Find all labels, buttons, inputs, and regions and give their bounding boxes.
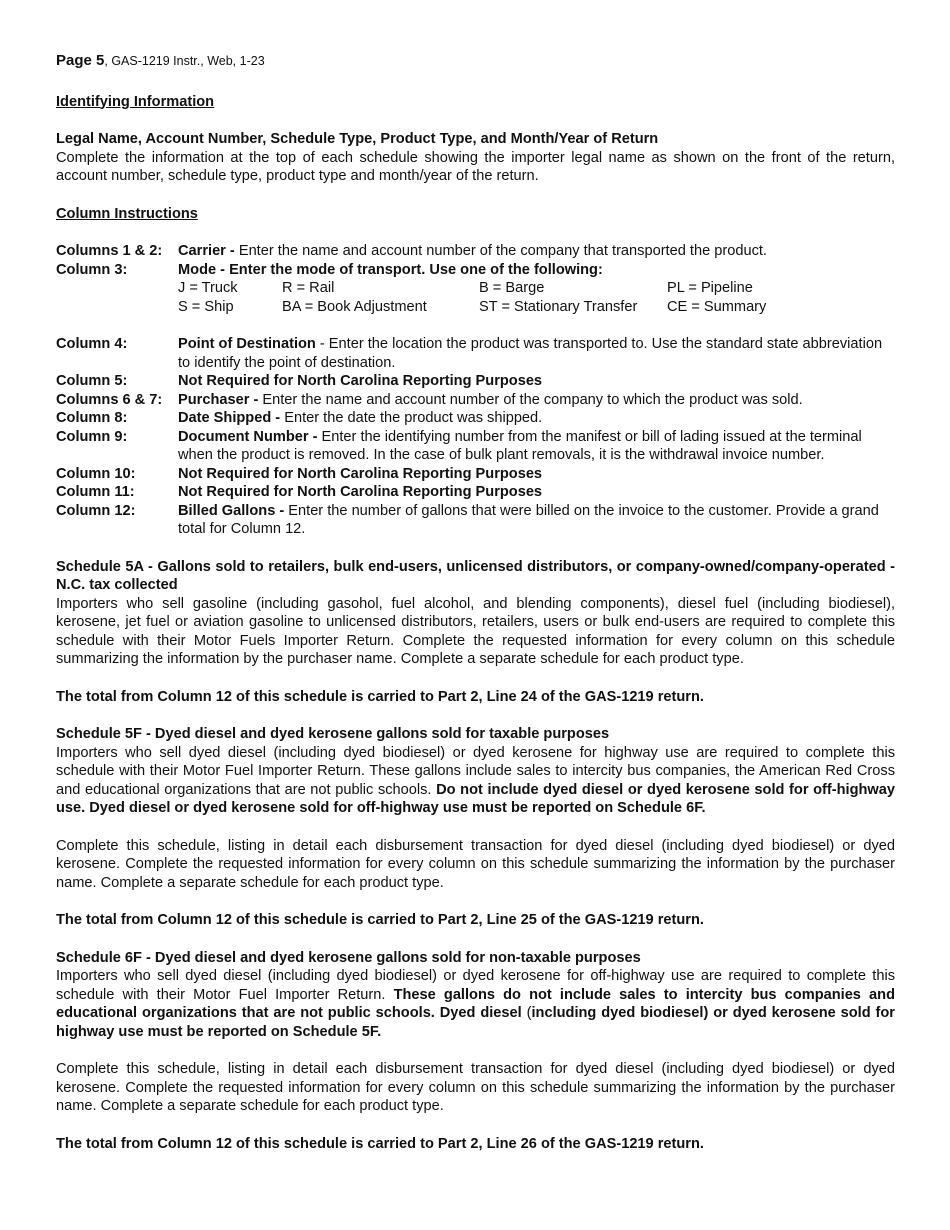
column-row-12 (56, 502, 895, 539)
mode-code: R = Rail (282, 280, 335, 296)
column-text: Enter the identifying number from the manifest or bill of lading issued at the terminal when the product is removed. In the case of bulk plant removals, it is the withdrawal invoice number. (178, 428, 862, 463)
column-label: Column 12: (56, 502, 136, 519)
column-text: Enter the number of gallons that were billed on the invoice to the customer. Provide a grand total for Column 12. (178, 502, 879, 537)
paragraph-emphasis: These gallons do not include sales to intercity bus companies and educational organizations that are not public schools. Dyed diesel (56, 986, 896, 1021)
column-row-10 (56, 465, 895, 484)
column-description (178, 261, 895, 317)
column-description: Not Required for North Carolina Reporting Purposes (178, 465, 543, 482)
column-row-9 (56, 428, 895, 465)
page-number: Page 5 (56, 52, 105, 69)
mode-code: BA = Book Adjustment (282, 298, 427, 315)
schedule-5f-text (56, 744, 895, 818)
schedule-5a-text: Importers who sell gasoline (including gasohol, fuel alcohol, and blending components), diesel fuel (including biodiesel), kerosene, jet fuel or aviation gasoline to unlicensed distributors, retailers, users or bulk end-users are required to complete this schedule with their Motor Fuels Importer Return. Complete the requested information for every column on this schedule summarizing the information by the purchaser name. Complete a separate schedule for each product type. (56, 595, 895, 667)
paragraph-text: Importers who sell dyed diesel (including dyed biodiesel) or dyed kerosene for off-highway use are required to complete this schedule with their Motor Fuel Importer Return. (56, 968, 895, 1003)
column-description (178, 502, 895, 539)
schedule-5a-total: The total from Column 12 of this schedule is carried to Part 2, Line 24 of the GAS-1219 return. (56, 688, 704, 705)
column-label: Column 10: (56, 465, 136, 482)
document-page (56, 52, 895, 1172)
schedule-5f-total: The total from Column 12 of this schedule is carried to Part 2, Line 25 of the GAS-1219 return. (56, 912, 704, 928)
paragraph-emphasis: including dyed biodiesel) or dyed kerosene sold for highway use must be reported on Schedule 5F. (56, 1005, 895, 1040)
column-text: - Enter the location the product was transported to. Use the standard state abbreviation to identify the point of destination. (178, 336, 883, 371)
column-term: Point of Destination (178, 336, 316, 352)
column-label: Column 5: (56, 373, 128, 389)
column-description (178, 428, 895, 465)
column-text: Enter the date the product was shipped. (280, 410, 543, 426)
column-row-4 (56, 335, 895, 372)
column-description (178, 409, 895, 428)
identifying-subheading: Legal Name, Account Number, Schedule Type, Product Type, and Month/Year of Return (56, 131, 659, 147)
column-description (178, 242, 895, 261)
paragraph-text: ( (521, 1005, 532, 1021)
mode-code: B = Barge (479, 280, 545, 296)
schedule-5f-block (56, 725, 895, 818)
identifying-information-heading: Identifying Information (56, 93, 215, 110)
mode-code: CE = Summary (667, 298, 767, 315)
column-instructions-heading: Column Instructions (56, 205, 198, 222)
column-row-5 (56, 372, 895, 391)
schedule-6f-block (56, 949, 895, 1042)
paragraph-text: Importers who sell dyed diesel (including dyed biodiesel) or dyed kerosene for highway use are required to complete this schedule with their Motor Fuel Importer Return. These gallons include sales to intercity bus companies, the American Red Cross and educational organizations that are not public schools. (56, 744, 895, 798)
column-text: Enter the name and account number of the company to which the product was sold. (258, 391, 803, 408)
column-term: Document Number - (178, 428, 318, 445)
schedule-6f-title: Schedule 6F - Dyed diesel and dyed kerosene gallons sold for non-taxable purposes (56, 949, 641, 966)
column-term: Carrier - (178, 243, 235, 259)
column-row-3 (56, 261, 895, 317)
identifying-text: Complete the information at the top of each schedule showing the importer legal name as shown on the front of the return, account number, schedule type, product type and month/year of the return. (56, 149, 895, 184)
column-term: Purchaser - (178, 391, 259, 408)
column-term: Mode - Enter the mode of transport. Use one of the following: (178, 261, 603, 278)
mode-code: J = Truck (178, 280, 238, 296)
page-header (56, 52, 895, 71)
schedule-6f-total: The total from Column 12 of this schedule is carried to Part 2, Line 26 of the GAS-1219 return. (56, 1135, 704, 1152)
column-term: Date Shipped - (178, 410, 281, 426)
form-reference: , GAS-1219 Instr., Web, 1-23 (104, 54, 265, 68)
mode-code: S = Ship (178, 298, 234, 315)
column-label: Column 8: (56, 410, 128, 426)
column-description: Not Required for North Carolina Reporting Purposes (178, 373, 543, 389)
schedule-5a-title: Schedule 5A - Gallons sold to retailers, bulk end-users, unlicensed distributors, or company-owned/company-operated - N.C. tax collected (56, 558, 895, 593)
column-description (178, 391, 895, 410)
column-row-6-7 (56, 391, 895, 410)
schedule-5a-block (56, 558, 895, 669)
column-label: Columns 1 & 2: (56, 243, 163, 259)
column-label: Columns 6 & 7: (56, 391, 163, 408)
column-description (178, 335, 895, 372)
schedule-6f-text (56, 967, 895, 1041)
column-row-1-2 (56, 242, 895, 261)
schedule-5f-text-2: Complete this schedule, listing in detail each disbursement transaction for dyed diesel (including dyed biodiesel) or dyed kerosene. Complete the requested information for every column on this schedule summarizing the information by the purchaser name. Complete a separate schedule for each product type. (56, 837, 895, 891)
column-label: Column 4: (56, 336, 128, 352)
column-row-11 (56, 483, 895, 502)
mode-code: PL = Pipeline (667, 280, 753, 296)
column-term: Billed Gallons - (178, 502, 285, 519)
mode-code: ST = Stationary Transfer (479, 298, 638, 315)
transport-mode-grid (178, 279, 895, 316)
identifying-block (56, 130, 895, 186)
column-label: Column 9: (56, 428, 128, 445)
column-label: Column 11: (56, 484, 135, 500)
column-instructions (56, 242, 895, 539)
column-description: Not Required for North Carolina Reporting Purposes (178, 484, 543, 500)
column-label: Column 3: (56, 261, 128, 278)
schedule-6f-text-2: Complete this schedule, listing in detail each disbursement transaction for dyed diesel (including dyed biodiesel) or dyed kerosene. Complete the requested information for every column on this schedule summarizing the information by the purchaser name. Complete a separate schedule for each product type. (56, 1061, 895, 1114)
column-text: Enter the name and account number of the company that transported the product. (234, 243, 767, 259)
schedule-5f-title: Schedule 5F - Dyed diesel and dyed kerosene gallons sold for taxable purposes (56, 726, 610, 742)
column-row-8 (56, 409, 895, 428)
paragraph-emphasis: Do not include dyed diesel or dyed kerosene sold for off-highway use. Dyed diesel or dyed kerosene sold for off-highway use must be reported on Schedule 6F. (56, 781, 895, 816)
